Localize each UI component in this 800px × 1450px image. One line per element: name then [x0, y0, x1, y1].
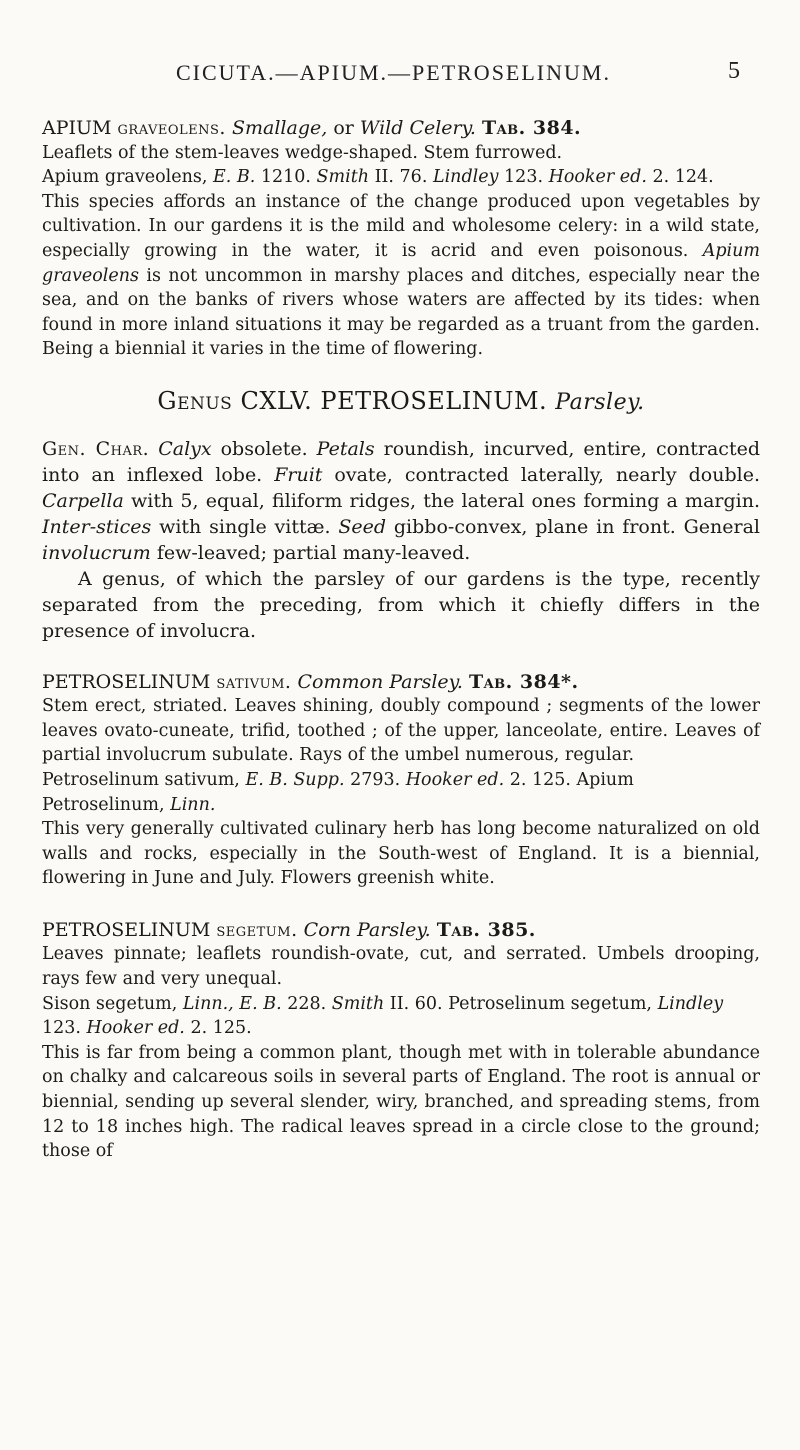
petroselinum-segetum-entry [42, 918, 760, 1164]
diagnosis: Leaves pinnate; leaflets roundish-ovate, cut, and serrated. Umbels drooping, rays few and very unequal. [42, 944, 760, 990]
genus-name: PETROSELINUM [42, 670, 211, 693]
page-body [42, 116, 760, 1191]
genus-label: Genus [157, 386, 233, 415]
plate-reference: Tab. 385. [436, 918, 536, 941]
genus-number: CXLV. [240, 386, 313, 415]
common-name: Smallage, [231, 117, 328, 139]
genus-heading [42, 386, 760, 416]
petroselinum-sativum-entry [42, 670, 760, 891]
observation: This is far from being a common plant, though met with in tolerable abundance on chalky and calcareous soils in several parts of England. The root is annual or biennial, sending up several slender, wiry, branched, and spreading stems, from 12 to 18 inches high. The radical leaves spread in a circle close to the ground; those of [42, 1042, 760, 1162]
common-name: Common Parsley. [297, 670, 463, 693]
apium-graveolens-entry [42, 116, 760, 362]
genus-name: APIUM [42, 117, 112, 139]
genus-name: PETROSELINUM [42, 918, 211, 941]
species-epithet: sativum. [216, 670, 292, 693]
common-name-alt: Wild Celery. [359, 117, 476, 139]
genus-common-name: Parsley. [555, 389, 645, 415]
plate-reference: Tab. 384. [481, 117, 582, 139]
observation: This very generally cultivated culinary herb has long become naturalized on old walls and rocks, especially in the South-west of England. It is a biennial, flowering in June and July. Flowers greenish white. [42, 819, 760, 889]
species-epithet: graveolens. [117, 117, 226, 139]
diagnosis: Leaflets of the stem-leaves wedge-shaped. Stem furrowed. [42, 142, 563, 163]
gen-char: Gen. Char. Calyx obsolete. Petals roundish, incurved, entire, contracted into an inflexed lobe. Fruit ovate, contracted laterally, nearly double. Carpella with 5, equal, filiform ridges, the lateral ones forming a margin. Inter-stices with single vittæ. Seed gibbo-convex, plane in front. General involucrum few-leaved; partial many-leaved. [42, 437, 760, 564]
species-epithet: segetum. [216, 918, 298, 941]
genus-name: PETROSELINUM. [320, 386, 548, 415]
synonymy: Sison segetum, Linn., E. B. 228. Smith II. 60. Petroselinum segetum, Lindley 123. Hooker ed. 2. 125. [42, 993, 724, 1039]
genus-note: A genus, of which the parsley of our gardens is the type, recently separated from the preceding, from which it chiefly differs in the presence of involucra. [42, 567, 760, 642]
page-number: 5 [728, 58, 740, 84]
observation: This species affords an instance of the change produced upon vegetables by cultivation. In our gardens it is the mild and wholesome celery: in a wild state, especially growing in the water, it is acrid and even poisonous. Apium graveolens is not uncommon in marshy places and ditches, especially near the sea, and on the banks of rivers whose waters are affected by its tides: when found in more inland situations it may be regarded as a truant from the garden. Being a biennial it varies in the time of flowering. [42, 191, 760, 360]
sativum-heading [42, 670, 760, 695]
diagnosis: Stem erect, striated. Leaves shining, doubly compound ; segments of the lower leaves ovato-cuneate, trifid, toothed ; of the upper, lanceolate, entire. Leaves of partial involucrum subulate. Rays of the umbel numerous, regular. [42, 696, 760, 766]
apium-heading: APIUM graveolens. Smallage, or Wild Celery. Tab. 384. [42, 117, 582, 139]
synonymy: Apium graveolens, E. B. 1210. Smith II. 76. Lindley 123. Hooker ed. 2. 124. [42, 167, 714, 188]
running-head: CICUTA.—APIUM.—PETROSELINUM. [176, 60, 611, 85]
generic-character [42, 436, 760, 644]
synonymy: Petroselinum sativum, E. B. Supp. 2793. Hooker ed. 2. 125. Apium Petroselinum, Linn. [42, 769, 634, 815]
segetum-heading [42, 918, 760, 943]
common-name: Corn Parsley. [303, 918, 431, 941]
plate-reference: Tab. 384*. [468, 670, 579, 693]
